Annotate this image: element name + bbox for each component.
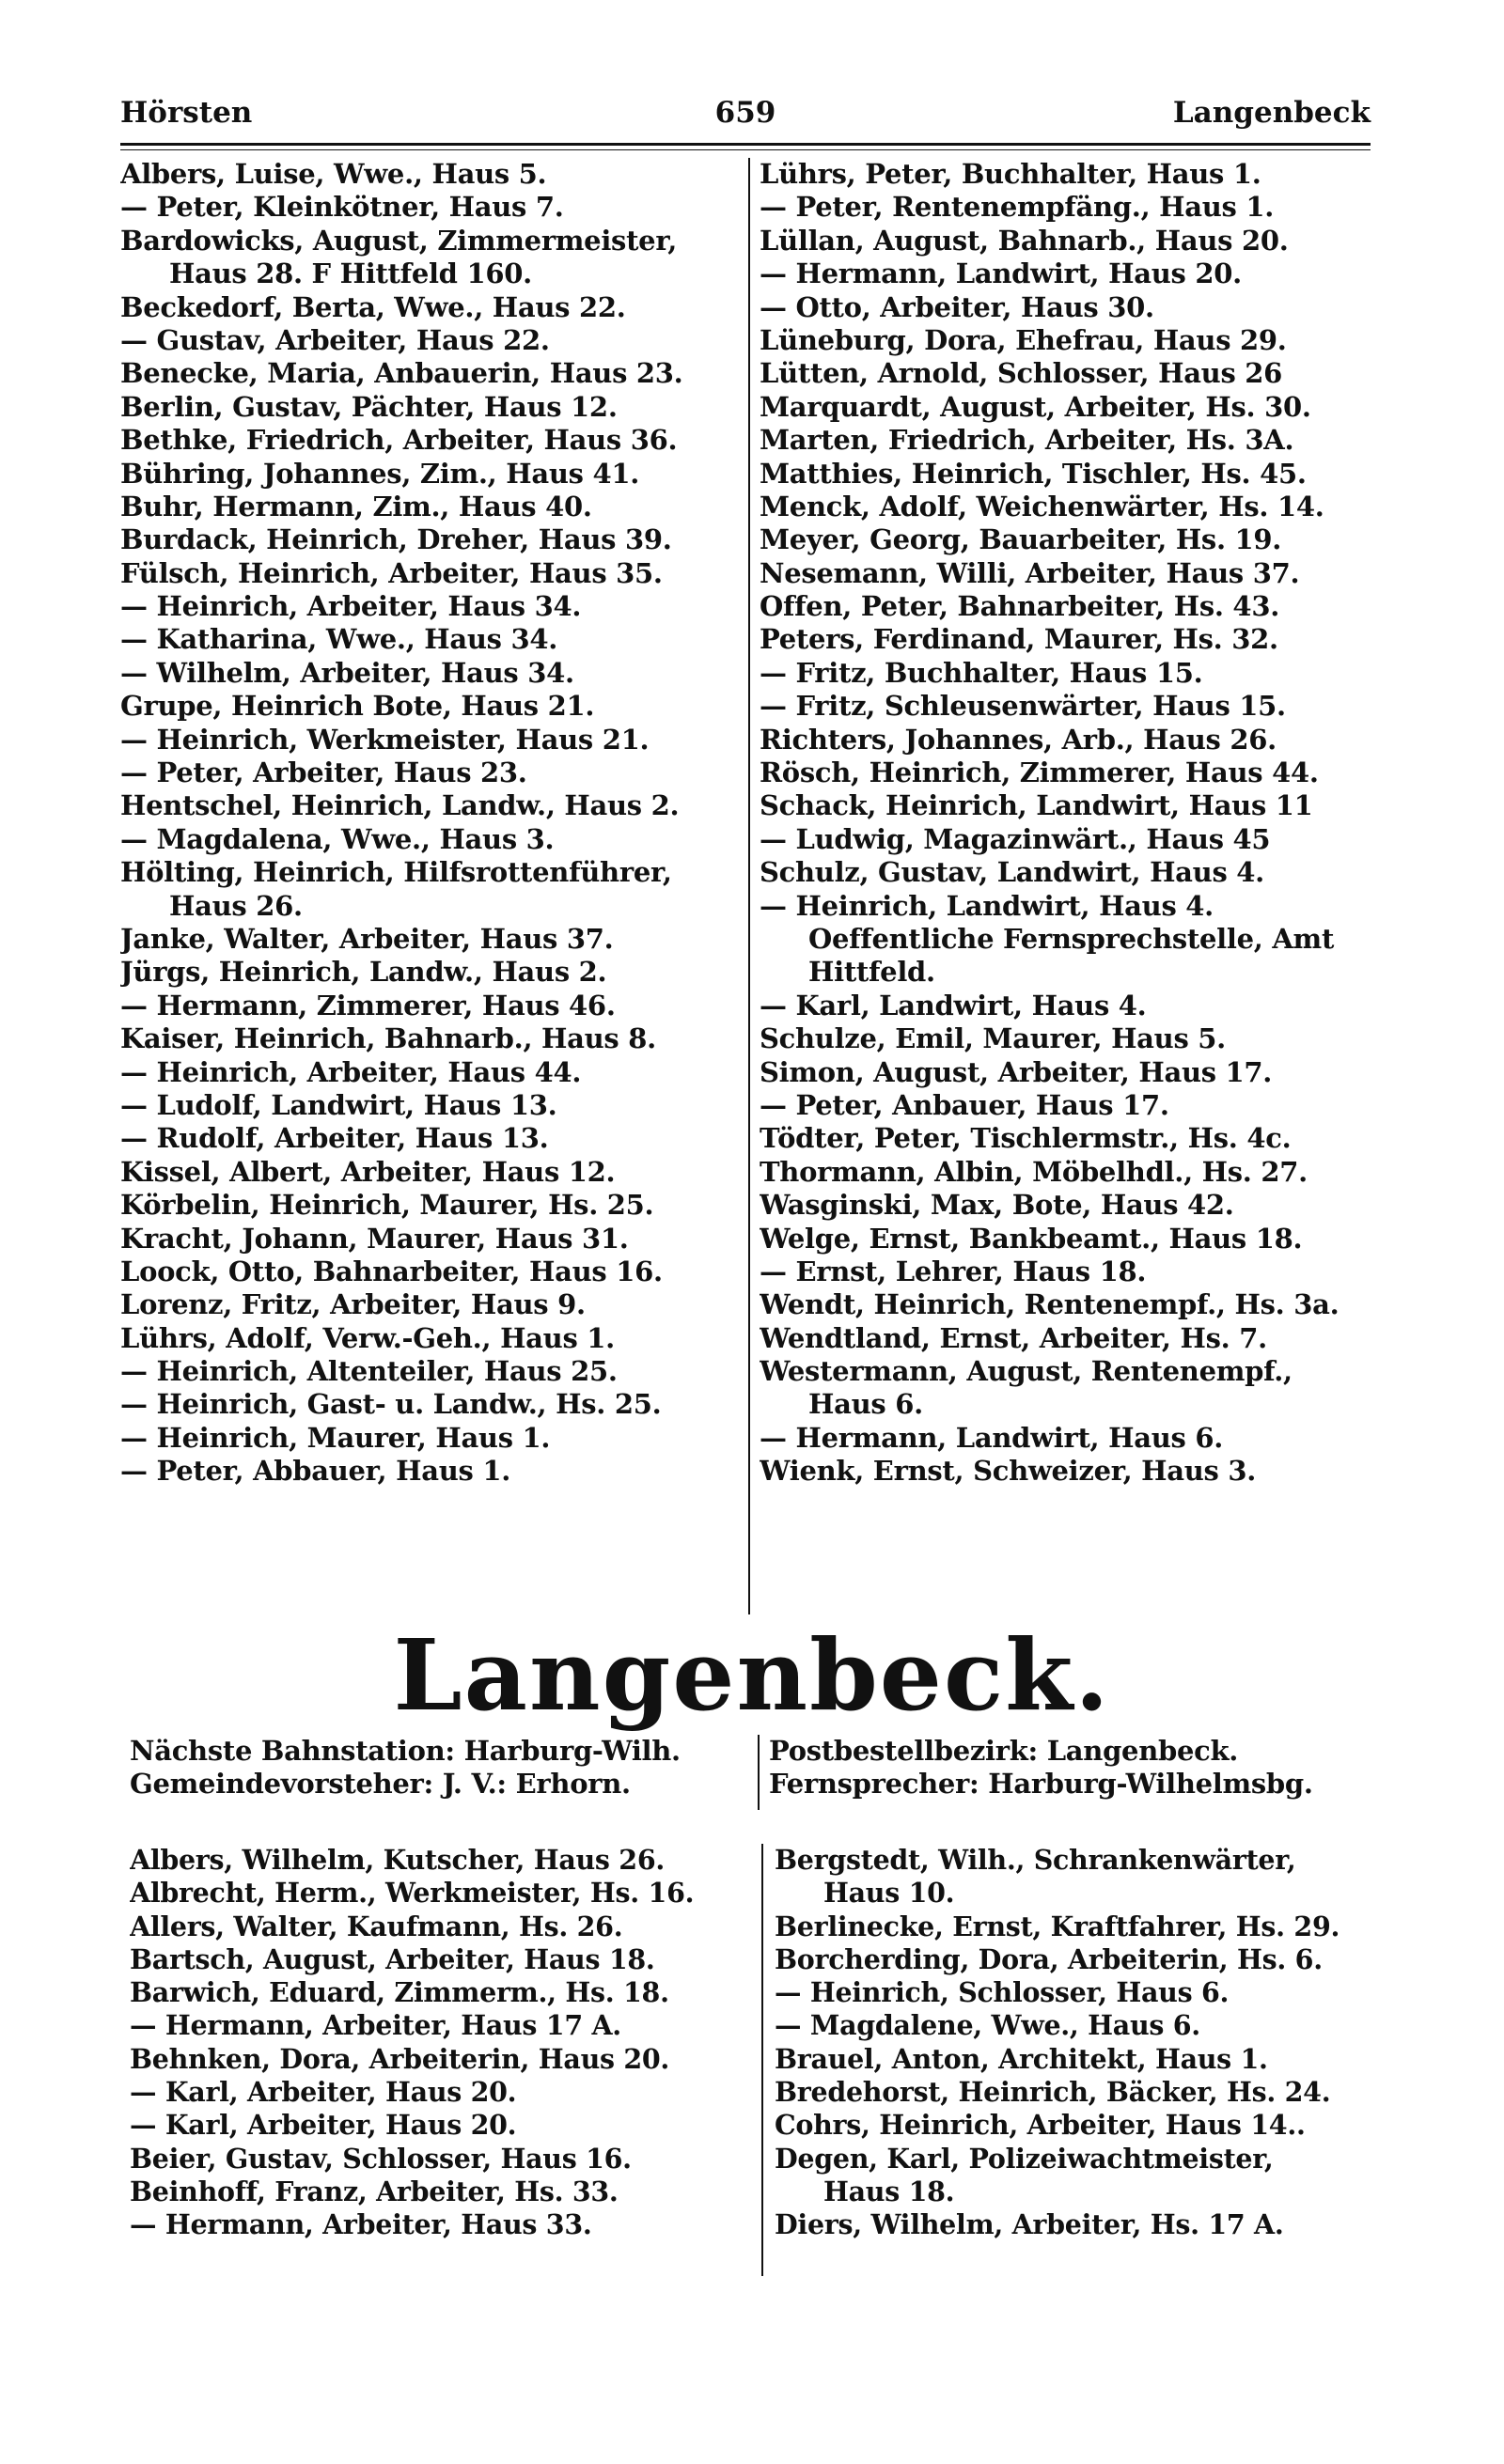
directory-entry: Schulz, Gustav, Landwirt, Haus 4. (760, 856, 1264, 889)
directory-entry: — Peter, Kleinkötner, Haus 7. (120, 191, 564, 224)
directory-entry: Bergstedt, Wilh., Schrankenwärter, (775, 1844, 1296, 1876)
directory-entry: — Wilhelm, Arbeiter, Haus 34. (120, 656, 574, 689)
directory-entry: Simon, August, Arbeiter, Haus 17. (760, 1055, 1273, 1088)
directory-entry: Lorenz, Fritz, Arbeiter, Haus 9. (120, 1288, 586, 1321)
info-right-column (769, 1735, 1389, 1801)
directory-entry: Bühring, Johannes, Zim., Haus 41. (120, 457, 640, 490)
directory-entry: Bredehorst, Heinrich, Bäcker, Hs. 24. (775, 2076, 1331, 2109)
directory-entry: Wienk, Ernst, Schweizer, Haus 3. (760, 1455, 1257, 1488)
directory-entry: Lührs, Peter, Buchhalter, Haus 1. (760, 158, 1261, 190)
directory-entry: Jürgs, Heinrich, Landw., Haus 2. (120, 956, 607, 989)
directory-entry: — Gustav, Arbeiter, Haus 22. (120, 323, 550, 356)
directory-entry: — Otto, Arbeiter, Haus 30. (760, 290, 1154, 323)
directory-entry: Hittfeld. (808, 956, 935, 989)
directory-entry: Rösch, Heinrich, Zimmerer, Haus 44. (760, 756, 1319, 789)
directory-entry: Peters, Ferdinand, Maurer, Hs. 32. (760, 623, 1278, 656)
directory-entry: — Heinrich, Altenteiler, Haus 25. (120, 1355, 618, 1388)
directory-entry: — Hermann, Arbeiter, Haus 33. (130, 2208, 592, 2241)
bottom-left-column (130, 1844, 748, 2242)
directory-entry: — Hermann, Arbeiter, Haus 17 A. (130, 2009, 621, 2042)
directory-entry: Haus 26. (169, 889, 303, 922)
directory-entry: — Ludwig, Magazinwärt., Haus 45 (760, 822, 1271, 855)
directory-entry: Brauel, Anton, Architekt, Haus 1. (775, 2042, 1268, 2075)
directory-entry: — Heinrich, Gast- u. Landw., Hs. 25. (120, 1388, 662, 1421)
directory-entry: Menck, Adolf, Weichenwärter, Hs. 14. (760, 490, 1324, 522)
directory-entry: — Magdalene, Wwe., Haus 6. (775, 2009, 1200, 2042)
directory-entry: Beier, Gustav, Schlosser, Haus 16. (130, 2142, 632, 2175)
directory-entry: Berlin, Gustav, Pächter, Haus 12. (120, 390, 618, 423)
section-title: Langenbeck. (393, 1617, 1111, 1733)
directory-entry: Burdack, Heinrich, Dreher, Haus 39. (120, 523, 672, 556)
directory-entry: Nächste Bahnstation: Harburg-Wilh. (130, 1735, 681, 1767)
directory-entry: Gemeindevorsteher: J. V.: Erhorn. (130, 1768, 631, 1801)
directory-entry: Marten, Friedrich, Arbeiter, Hs. 3A. (760, 424, 1294, 457)
directory-entry: Buhr, Hermann, Zim., Haus 40. (120, 490, 592, 522)
directory-entry: — Peter, Rentenempfäng., Haus 1. (760, 191, 1275, 224)
directory-entry: Barwich, Eduard, Zimmerm., Hs. 18. (130, 1976, 669, 2009)
directory-entry: Borcherding, Dora, Arbeiterin, Hs. 6. (775, 1942, 1323, 1975)
column-divider-top (748, 158, 750, 1614)
directory-entry: Haus 28. F Hittfeld 160. (169, 257, 532, 290)
directory-entry: Beinhoff, Franz, Arbeiter, Hs. 33. (130, 2175, 619, 2207)
directory-entry: Fernsprecher: Harburg-Wilhelmsbg. (769, 1768, 1313, 1801)
directory-entry: — Karl, Arbeiter, Haus 20. (130, 2109, 517, 2142)
directory-entry: Kracht, Johann, Maurer, Haus 31. (120, 1222, 629, 1255)
directory-entry: Loock, Otto, Bahnarbeiter, Haus 16. (120, 1255, 663, 1287)
directory-entry: Bethke, Friedrich, Arbeiter, Haus 36. (120, 424, 678, 457)
directory-entry: — Katharina, Wwe., Haus 34. (120, 623, 558, 656)
directory-entry: — Heinrich, Schlosser, Haus 6. (775, 1976, 1230, 2009)
directory-entry: Marquardt, August, Arbeiter, Hs. 30. (760, 390, 1311, 423)
directory-entry: Wasginski, Max, Bote, Haus 42. (760, 1189, 1234, 1222)
directory-entry: Behnken, Dora, Arbeiterin, Haus 20. (130, 2042, 670, 2075)
directory-entry: — Karl, Arbeiter, Haus 20. (130, 2076, 517, 2109)
directory-entry: Wendtland, Ernst, Arbeiter, Hs. 7. (760, 1321, 1267, 1354)
directory-entry: — Ludolf, Landwirt, Haus 13. (120, 1088, 557, 1121)
directory-entry: Hölting, Heinrich, Hilfsrottenführer, (120, 856, 672, 889)
directory-entry: Lührs, Adolf, Verw.-Geh., Haus 1. (120, 1321, 615, 1354)
bottom-right-column (775, 1844, 1395, 2242)
directory-entry: — Heinrich, Maurer, Haus 1. (120, 1421, 551, 1454)
directory-entry: Matthies, Heinrich, Tischler, Hs. 45. (760, 457, 1307, 490)
column-divider-info (758, 1735, 760, 1810)
directory-entry: Kaiser, Heinrich, Bahnarb., Haus 8. (120, 1022, 656, 1055)
directory-entry: — Karl, Landwirt, Haus 4. (760, 989, 1147, 1021)
directory-entry: Westermann, August, Rentenempf., (760, 1355, 1292, 1388)
directory-entry: Welge, Ernst, Bankbeamt., Haus 18. (760, 1222, 1303, 1255)
directory-entry: — Magdalena, Wwe., Haus 3. (120, 822, 555, 855)
directory-entry: Richters, Johannes, Arb., Haus 26. (760, 723, 1277, 756)
directory-entry: Diers, Wilhelm, Arbeiter, Hs. 17 A. (775, 2208, 1284, 2241)
directory-entry: Schulze, Emil, Maurer, Haus 5. (760, 1022, 1226, 1055)
directory-entry: — Peter, Anbauer, Haus 17. (760, 1088, 1169, 1121)
directory-entry: Albers, Luise, Wwe., Haus 5. (120, 158, 547, 190)
header-left-word: Hörsten (120, 96, 253, 130)
top-left-column (120, 158, 741, 1489)
header-rule-thick (120, 143, 1371, 146)
directory-entry: Wendt, Heinrich, Rentenempf., Hs. 3a. (760, 1288, 1340, 1321)
directory-entry: — Hermann, Zimmerer, Haus 46. (120, 989, 616, 1021)
directory-entry: — Peter, Arbeiter, Haus 23. (120, 756, 527, 789)
directory-entry: Schack, Heinrich, Landwirt, Haus 11 (760, 789, 1313, 822)
directory-entry: — Heinrich, Landwirt, Haus 4. (760, 889, 1214, 922)
directory-entry: Haus 6. (808, 1388, 923, 1421)
directory-entry: Degen, Karl, Polizeiwachtmeister, (775, 2142, 1274, 2175)
directory-entry: Tödter, Peter, Tischlermstr., Hs. 4c. (760, 1122, 1292, 1155)
info-left-column (130, 1735, 741, 1801)
column-divider-bottom (761, 1844, 763, 2276)
directory-entry: Offen, Peter, Bahnarbeiter, Hs. 43. (760, 590, 1279, 623)
directory-entry: Meyer, Georg, Bauarbeiter, Hs. 19. (760, 523, 1282, 556)
directory-entry: — Heinrich, Werkmeister, Haus 21. (120, 723, 650, 756)
directory-entry: — Ernst, Lehrer, Haus 18. (760, 1255, 1147, 1287)
page-number: 659 (714, 96, 776, 130)
directory-entry: Hentschel, Heinrich, Landw., Haus 2. (120, 789, 680, 822)
directory-entry: — Hermann, Landwirt, Haus 6. (760, 1421, 1224, 1454)
directory-entry: Haus 10. (823, 1877, 955, 1910)
directory-entry: — Heinrich, Arbeiter, Haus 44. (120, 1055, 582, 1088)
directory-entry: Berlinecke, Ernst, Kraftfahrer, Hs. 29. (775, 1910, 1340, 1942)
directory-entry: — Fritz, Schleusenwärter, Haus 15. (760, 690, 1286, 723)
directory-entry: Kissel, Albert, Arbeiter, Haus 12. (120, 1155, 616, 1188)
directory-entry: Cohrs, Heinrich, Arbeiter, Haus 14.. (775, 2109, 1306, 2142)
directory-entry: Postbestellbezirk: Langenbeck. (769, 1735, 1239, 1767)
header-right-word: Langenbeck (1172, 96, 1371, 130)
directory-entry: — Peter, Abbauer, Haus 1. (120, 1455, 510, 1488)
directory-entry: — Heinrich, Arbeiter, Haus 34. (120, 590, 582, 623)
directory-entry: Bardowicks, August, Zimmermeister, (120, 224, 677, 257)
directory-entry: Oeffentliche Fernsprechstelle, Amt (808, 922, 1335, 955)
directory-entry: Nesemann, Willi, Arbeiter, Haus 37. (760, 556, 1300, 589)
directory-entry: Albrecht, Herm., Werkmeister, Hs. 16. (130, 1877, 695, 1910)
directory-entry: — Hermann, Landwirt, Haus 20. (760, 257, 1242, 290)
directory-entry: Fülsch, Heinrich, Arbeiter, Haus 35. (120, 556, 663, 589)
directory-entry: Albers, Wilhelm, Kutscher, Haus 26. (130, 1844, 665, 1876)
directory-entry: — Fritz, Buchhalter, Haus 15. (760, 656, 1203, 689)
directory-entry: Beckedorf, Berta, Wwe., Haus 22. (120, 290, 626, 323)
directory-entry: Lüneburg, Dora, Ehefrau, Haus 29. (760, 323, 1287, 356)
directory-entry: Lüllan, August, Bahnarb., Haus 20. (760, 224, 1289, 257)
directory-entry: Körbelin, Heinrich, Maurer, Hs. 25. (120, 1189, 654, 1222)
directory-entry: Bartsch, August, Arbeiter, Haus 18. (130, 1942, 655, 1975)
directory-entry: Thormann, Albin, Möbelhdl., Hs. 27. (760, 1155, 1308, 1188)
top-right-column (760, 158, 1380, 1489)
directory-entry: Janke, Walter, Arbeiter, Haus 37. (120, 922, 614, 955)
directory-entry: Benecke, Maria, Anbauerin, Haus 23. (120, 357, 683, 390)
directory-entry: Allers, Walter, Kaufmann, Hs. 26. (130, 1910, 623, 1942)
directory-entry: Lütten, Arnold, Schlosser, Haus 26 (760, 357, 1283, 390)
header-rule-thin (120, 149, 1371, 150)
directory-entry: Haus 18. (823, 2175, 955, 2207)
directory-entry: — Rudolf, Arbeiter, Haus 13. (120, 1122, 549, 1155)
directory-entry: Grupe, Heinrich Bote, Haus 21. (120, 690, 595, 723)
page-header (120, 90, 1371, 135)
